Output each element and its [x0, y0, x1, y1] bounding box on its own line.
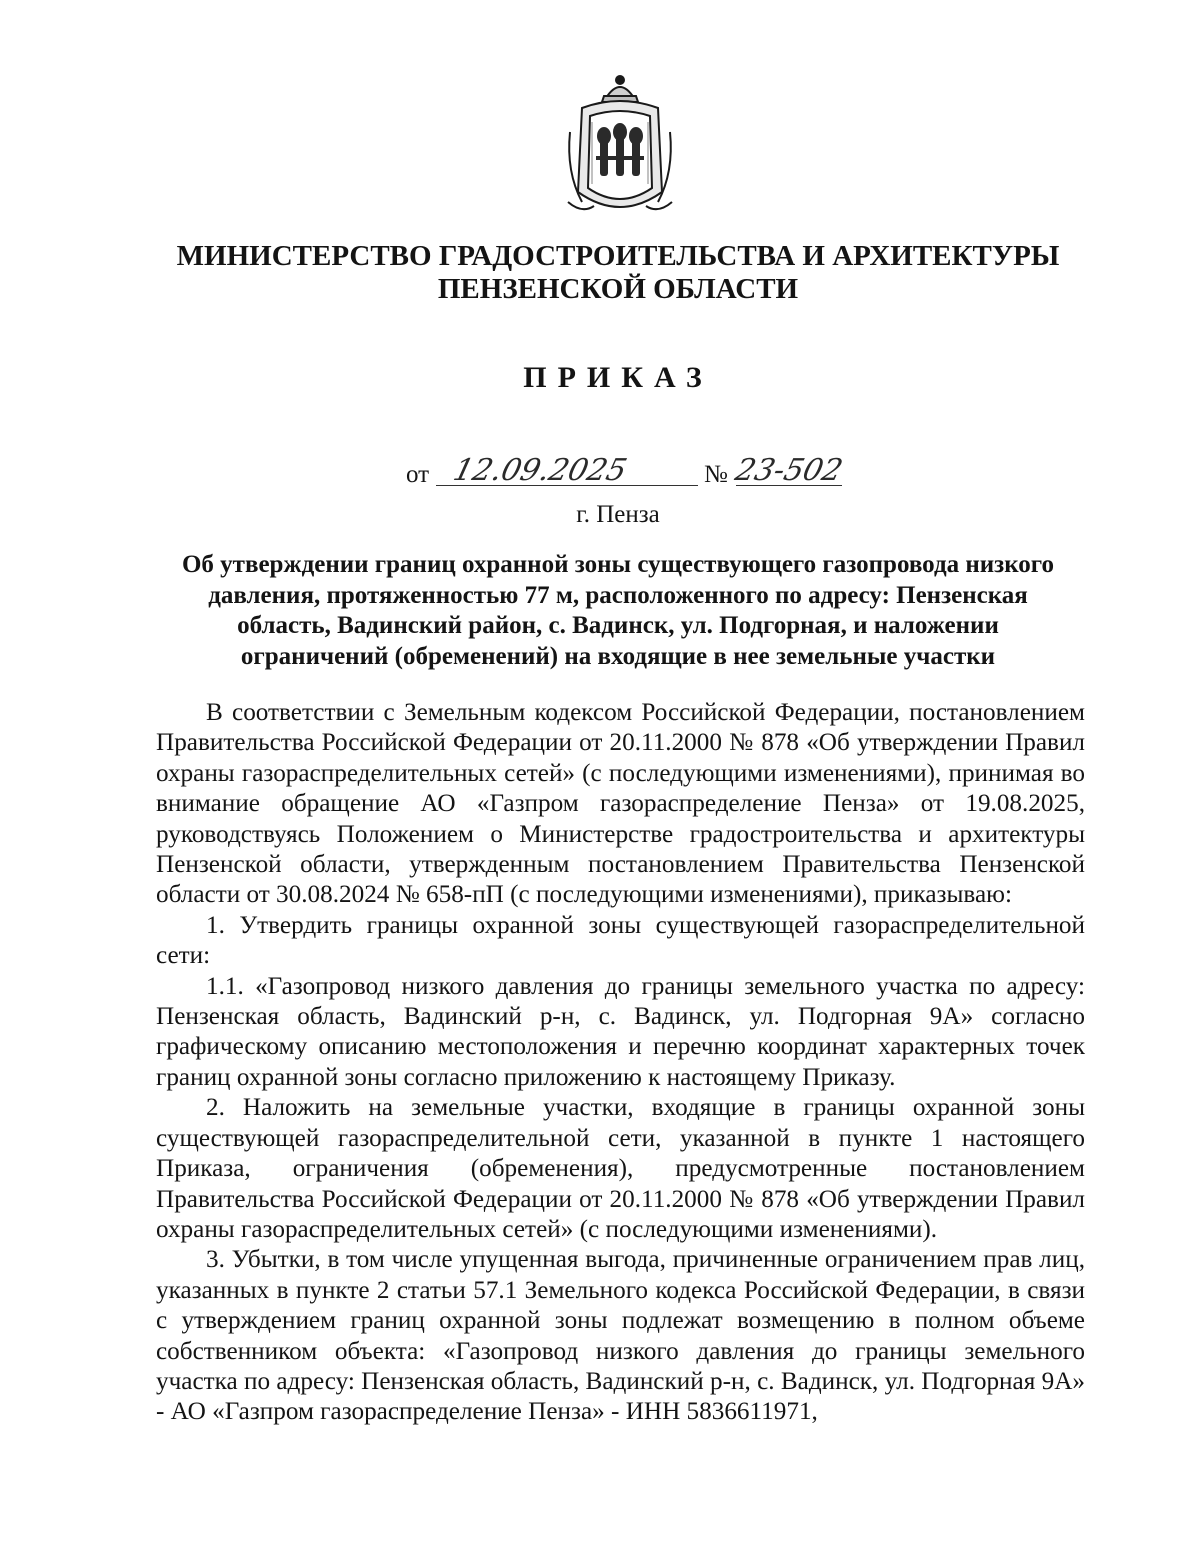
subject-line: давления, протяженностью 77 м, расположенного по адресу: Пензенская [208, 581, 1028, 609]
item-1-paragraph: 1. Утвердить границы охранной зоны существующей газораспределительной сети: [156, 911, 1085, 970]
item-1-1-paragraph: 1.1. «Газопровод низкого давления до границы земельного участка по адресу: Пензенская область, Вадинский р-н, с. Вадинск, ул. Подгорная 9А» согласно графическому описанию местоположения и перечню координат характерных точек границ охранной зоны согласно приложению к настоящему Приказу. [156, 972, 1085, 1091]
ministry-name-line1: МИНИСТЕРСТВО ГРАДОСТРОИТЕЛЬСТВА И АРХИТЕКТУРЫ [176, 240, 1060, 272]
item-2-paragraph: 2. Наложить на земельные участки, входящие в границы охранной зоны существующей газораспределительной сети, указанной в пункте 1 настоящего Приказа, ограничения (обременения), предусмотренные постановлением Правительства Российской Федерации от 20.11.2000 № 878 «Об утверждении Правил охраны газораспределительных сетей» (с последующими изменениями). [156, 1094, 1085, 1243]
order-body [156, 698, 1085, 1428]
coat-of-arms-emblem [562, 72, 678, 222]
number-handwritten: 23-502 [731, 453, 847, 488]
document-type-title: ПРИКАЗ [523, 361, 713, 394]
coat-of-arms-icon [562, 72, 678, 222]
subject-line: ограничений (обременений) на входящие в нее земельные участки [240, 642, 996, 670]
subject-line: Об утверждении границ охранной зоны существующего газопровода низкого [181, 551, 1055, 578]
item-3-paragraph: 3. Убытки, в том числе упущенная выгода, причиненные ограничением прав лиц, указанных в пункте 2 статьи 57.1 Земельного кодекса Российской Федерации, в связи с утверждением границ охранной зоны подлежат возмещению в полном объеме собственником объекта: «Газопровод низкого давления до границы земельного участка по адресу: Пензенская область, Вадинский р-н, с. Вадинск, ул. Подгорная 9А» - АО «Газпром газораспределение Пенза» - ИНН 5836611971, [156, 1246, 1085, 1426]
date-label: от [406, 461, 430, 488]
ministry-name [100, 240, 1136, 306]
number-label: № [704, 461, 728, 488]
preamble-paragraph: В соответствии с Земельным кодексом Российской Федерации, постановлением Правительства Российской Федерации от 20.11.2000 № 878 «Об утверждении Правил охраны газораспределительных сетей» (с последующими изменениями), принимая во внимание обращение АО «Газпром газораспределение Пенза» от 19.08.2025, руководствуясь Положением о Министерстве градостроительства и архитектуры Пензенской области, утвержденным постановлением Правительства Пензенской области от 30.08.2024 № 658-пП (с последующими изменениями), приказываю: [156, 699, 1085, 909]
date-handwritten: 12.09.2025 [449, 453, 631, 488]
date-number-line [406, 455, 866, 495]
ministry-name-line2: ПЕНЗЕНСКОЙ ОБЛАСТИ [437, 273, 799, 305]
order-subject [140, 550, 1096, 672]
city-name: г. Пенза [576, 501, 660, 528]
subject-line: область, Вадинский район, с. Вадинск, ул. Подгорная, и наложении [237, 612, 999, 639]
